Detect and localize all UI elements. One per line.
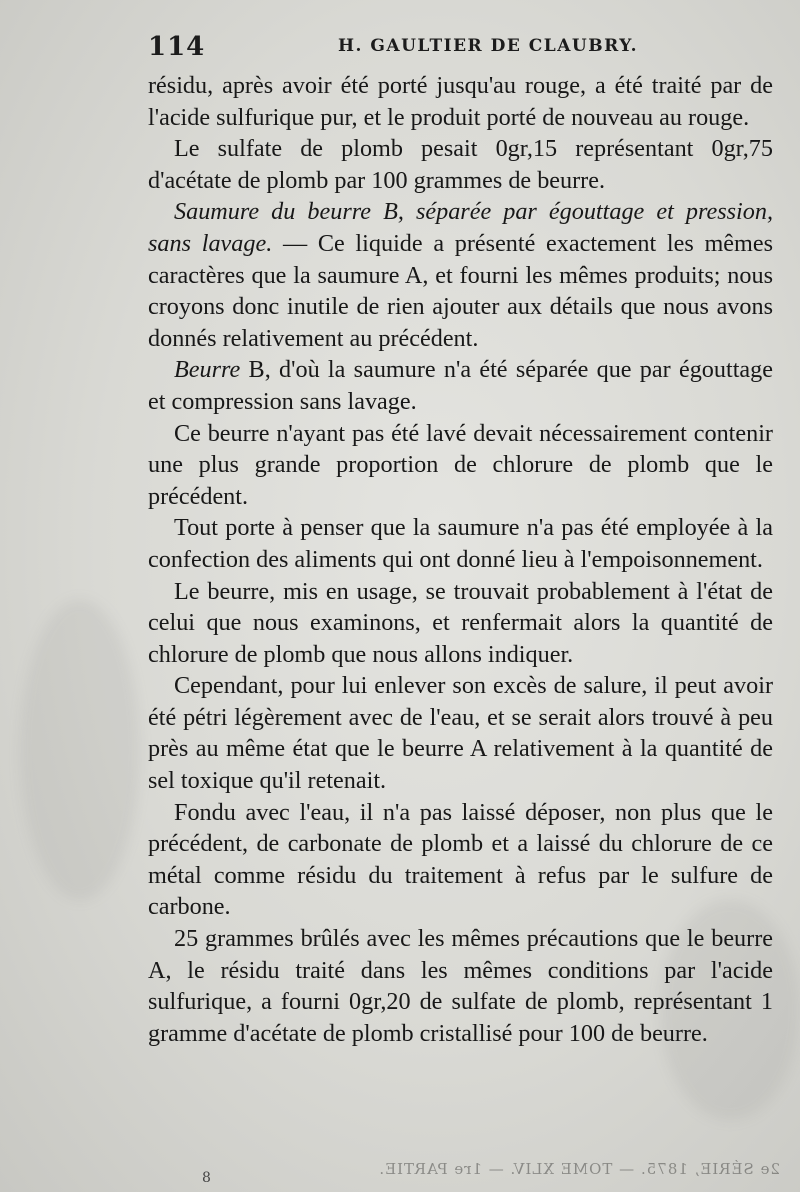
italic-heading: Beurre xyxy=(174,356,241,384)
paragraph: Ce beurre n'ayant pas été lavé devait nécessairement contenir une plus grande proportion de chlorure de plomb que le précédent. xyxy=(148,419,773,510)
italic-heading: Saumure du beurre B, séparée par égouttage et pression, sans lavage. xyxy=(148,198,773,257)
paragraph: Tout porte à penser que la saumure n'a pas été employée à la confection des aliments qui ont donné lieu à l'empoisonnement. xyxy=(148,514,773,573)
paragraph: Le beurre, mis en usage, se trouvait probablement à l'état de celui que nous examinons, et renfermait alors la quantité de chlorure de plomb que nous allons indiquer. xyxy=(148,577,773,668)
signature-mark: 8 xyxy=(202,1170,211,1186)
paragraph: Saumure du beurre B, séparée par égouttage et pression, sans lavage. — Ce liquide a présenté exactement les mêmes caractères que la saumure A, et fourni les mêmes produits; nous croyons donc inutile de rien ajouter aux détails que nous avons donnés relativement au précédent. xyxy=(148,198,773,352)
paper-stain xyxy=(20,600,140,900)
page-header xyxy=(148,30,760,64)
paragraph: Fondu avec l'eau, il n'a pas laissé déposer, non plus que le précédent, de carbonate de plomb et a laissé du chlorure de ce métal comme résidu du traitement à refus par le sulfure de carbone. xyxy=(148,798,773,921)
page-footer xyxy=(200,1160,780,1184)
bleed-through-footer: 2e SÉRIE, 1875. — TOME XLIV. — 1re PARTIE. xyxy=(378,1160,780,1178)
paragraph: résidu, après avoir été porté jusqu'au rouge, a été traité par de l'acide sulfurique pur, et le produit porté de nouveau au rouge. xyxy=(148,72,773,131)
paragraph: Cependant, pour lui enlever son excès de salure, il peut avoir été pétri légèrement avec de l'eau, et se serait alors trouvé à peu près au même état que le beurre A relativement à la quantité de sel toxique qu'il retenait. xyxy=(148,672,773,795)
running-head: H. GAULTIER DE CLAUBRY. xyxy=(338,36,639,56)
paragraph: Le sulfate de plomb pesait 0gr,15 représentant 0gr,75 d'acétate de plomb par 100 grammes de beurre. xyxy=(148,135,773,194)
body-text xyxy=(148,70,773,1049)
page-number: 114 xyxy=(148,32,206,62)
paragraph: Beurre B, d'où la saumure n'a été séparée que par égouttage et compression sans lavage. xyxy=(148,356,773,415)
paragraph: 25 grammes brûlés avec les mêmes précautions que le beurre A, le résidu traité dans les mêmes conditions par l'acide sulfurique, a fourni 0gr,20 de sulfate de plomb, représentant 1 gramme d'acétate de plomb cristallisé pour 100 de beurre. xyxy=(148,925,773,1047)
